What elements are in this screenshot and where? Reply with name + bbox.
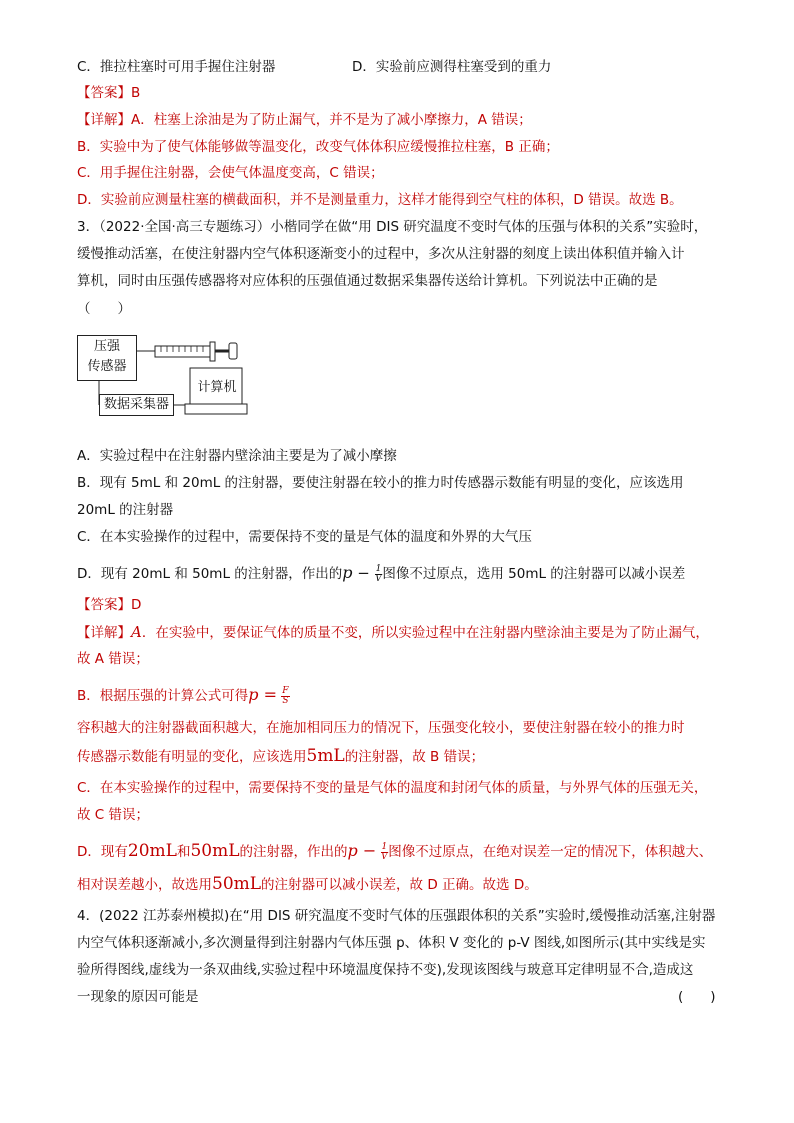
p-symbol: p — [342, 563, 353, 582]
q3-option-b-line2: 20mL 的注射器 — [77, 502, 174, 518]
q3-option-b-line1: B．现有 5mL 和 20mL 的注射器，要使注射器在较小的推力时传感器示数能有明显的变化，应该选用 — [77, 475, 684, 491]
answer-tag: 【答案】 — [77, 597, 131, 613]
q3-detail-d-line1 — [77, 838, 712, 865]
answer-value: D — [131, 597, 142, 613]
fraction-numerator: 1 — [381, 841, 388, 852]
sensor-label-line1: 压强 — [93, 339, 120, 354]
q3-detail-a-line2: 故 A 错误； — [77, 651, 149, 667]
volume-50ml: 50mL — [212, 874, 262, 894]
fraction-denominator: V — [381, 851, 388, 862]
detail-d2-text-end: 的注射器可以减小误差，故 D 正确。故选 D。 — [261, 877, 538, 893]
volume-5ml: 5mL — [306, 746, 345, 766]
q3-detail-c-line1: C．在本实验操作的过程中，需要保持不变的量是气体的温度和封闭气体的质量，与外界气体的压强无关， — [77, 780, 708, 796]
q3-blank: （ ） — [77, 301, 131, 317]
q3-stem-line-3: 算机，同时由压强传感器将对应体积的压强值通过数据采集器传送给计算机。下列说法中正确的是 — [77, 273, 658, 289]
sensor-label-line2: 传感器 — [87, 359, 127, 374]
detail-a-letter: A — [131, 623, 142, 641]
detail-text: A．柱塞上涂油是为了防止漏气，并不是为了减小摩擦力，A 错误； — [131, 112, 532, 128]
option-d-text: D．现有 20mL 和 50mL 的注射器，作出的 — [77, 566, 343, 582]
detail-tag: 【详解】 — [77, 625, 131, 641]
q3-stem-line-2: 缓慢推动活塞，在使注射器内空气体积逐渐变小的过程中，多次从注射器的刻度上读出体积值并输入计 — [77, 246, 685, 262]
detail-d2-text: 相对误差越小，故选用 — [77, 877, 212, 893]
q4-stem-line-2: 内空气体积逐渐减小,多次测量得到注射器内气体压强 p、体积 V 变化的 p-V 图线,如图所示(其中实线是实 — [77, 935, 706, 951]
fraction-numerator: F — [282, 685, 289, 696]
q3-detail-d-line2 — [77, 874, 538, 895]
pressure-formula: p = — [248, 685, 277, 704]
option-d-text-end: 图像不过原点，选用 50mL 的注射器可以减小误差 — [382, 566, 686, 582]
q3-stem-line-1: 3．（2022·全国·高三专题练习）小楷同学在做“用 DIS 研究温度不变时气体的压强与体积的关系”实验时， — [77, 219, 708, 235]
q2-detail-b: B．实验中为了使气体能够做等温变化，改变气体体积应缓慢推拉柱塞，B 正确； — [77, 139, 559, 155]
detail-b3-text: 传感器示数能有明显的变化，应该选用 — [77, 749, 307, 765]
q3-detail-c-line2: 故 C 错误； — [77, 807, 150, 823]
fraction-denominator: S — [282, 695, 289, 706]
q4-stem-line-4: 一现象的原因可能是 — [77, 989, 199, 1005]
q4-blank: ( ) — [678, 989, 716, 1005]
q2-option-c: C．推拉柱塞时可用手握住注射器 — [77, 59, 276, 75]
experiment-figure — [77, 330, 257, 430]
syringe-flange — [210, 342, 215, 361]
q3-detail-b-line2: 容积越大的注射器截面积越大，在施加相同压力的情况下，压强变化较小，要使注射器在较小的推力时 — [77, 720, 685, 736]
computer-label: 计算机 — [197, 380, 237, 395]
detail-d-and: 和 — [176, 844, 191, 860]
q4-stem-line-3: 验所得图线,虚线为一条双曲线,实验过程中环境温度保持不变),发现该图线与玻意耳定律明显不合,造成这 — [77, 962, 694, 978]
answer-value: B — [131, 85, 141, 101]
detail-d-end: 图像不过原点，在绝对误差一定的情况下，体积越大、 — [388, 844, 713, 860]
pressure-sensor — [77, 335, 137, 381]
q3-detail-b-line1 — [77, 682, 290, 709]
q3-option-d — [77, 560, 685, 587]
volume-50ml: 50mL — [190, 841, 240, 861]
data-collector: 数据采集器 — [99, 394, 174, 416]
answer-tag: 【答案】 — [77, 85, 131, 101]
q3-option-a: A．实验过程中在注射器内壁涂油主要是为了减小摩擦 — [77, 448, 397, 464]
detail-b-text: B．根据压强的计算公式可得 — [77, 688, 249, 704]
detail-b3-text-end: 的注射器，故 B 错误； — [344, 749, 485, 765]
q2-detail-c: C．用手握住注射器，会使气体温度变高，C 错误； — [77, 165, 384, 181]
q3-detail-a-line1 — [77, 622, 709, 643]
fraction-numerator: 1 — [375, 563, 382, 574]
minus-sign: − — [352, 564, 375, 582]
q2-detail-a — [77, 110, 532, 130]
detail-tag: 【详解】 — [77, 112, 131, 128]
monitor-base — [185, 404, 247, 414]
q2-detail-d: D．实验前应测量柱塞的横截面积，并不是测量重力，这样才能得到空气柱的体积，D 错误。故选 B。 — [77, 192, 683, 208]
volume-20ml: 20mL — [127, 841, 177, 861]
q3-option-c: C．在本实验操作的过程中，需要保持不变的量是气体的温度和外界的大气压 — [77, 529, 532, 545]
q2-answer — [77, 83, 140, 103]
q3-answer — [77, 595, 141, 615]
p-minus: p − — [347, 841, 377, 860]
plunger-head — [229, 343, 237, 359]
fraction-denominator: V — [375, 573, 382, 584]
syringe-barrel — [155, 346, 210, 357]
detail-a-text: ．在实验中，要保证气体的质量不变，所以实验过程中在注射器内壁涂油主要是为了防止漏气， — [141, 625, 709, 641]
detail-d-text: D．现有 — [77, 844, 128, 860]
detail-d-mid: 的注射器，作出的 — [239, 844, 348, 860]
q4-stem-line-1: 4．(2022 江苏泰州模拟)在“用 DIS 研究温度不变时气体的压强跟体积的关系”实验时,缓慢推动活塞,注射器 — [77, 908, 716, 924]
fraction-f-over-s — [281, 687, 289, 706]
q2-option-d: D．实验前应测得柱塞受到的重力 — [352, 59, 552, 75]
q3-detail-b-line3 — [77, 746, 484, 767]
